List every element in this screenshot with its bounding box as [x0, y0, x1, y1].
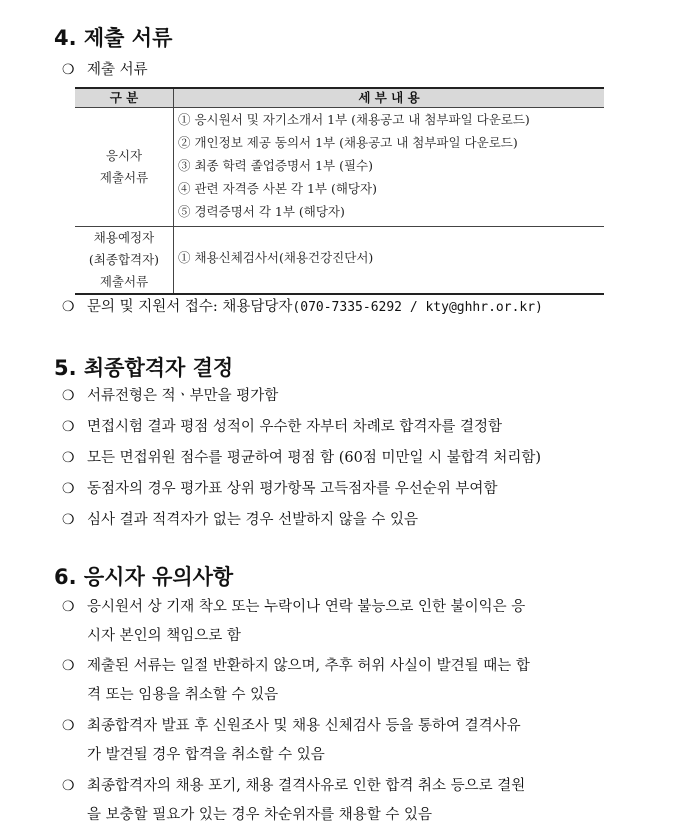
circle-bullet-icon: ❍: [62, 299, 75, 315]
category-finalist-line3: 제출서류: [99, 274, 149, 289]
bullet-text: 모든 면접위원 점수를 평균하여 평점 함 (60점 미만일 시 불합격 처리함): [87, 450, 542, 466]
bullet-text: 심사 결과 적격자가 없는 경우 선발하지 않을 수 있음: [87, 512, 419, 528]
circle-bullet-icon: ❍: [62, 718, 75, 734]
bullet-text-line1: 응시원서 상 기재 착오 또는 누락이나 연락 불능으로 인한 불이익은 응: [87, 599, 526, 615]
bullet-text-line2: 시자 본인의 책임으로 함: [87, 628, 241, 644]
documents-table: [75, 87, 604, 295]
finalist-item-1: ① 채용신체검사서(채용건강진단서): [178, 250, 374, 265]
bullet-text-line1: 제출된 서류는 일절 반환하지 않으며, 추후 허위 사실이 발견될 때는 합: [87, 658, 530, 674]
category-finalist-line1: 채용예정자: [93, 230, 155, 245]
category-applicant-line1: 응시자: [105, 148, 143, 163]
header-category: 구 분: [75, 89, 174, 107]
category-finalist-line2: (최종합격자): [88, 252, 160, 267]
bullet-text-line2: 가 발견될 경우 합격을 취소할 수 있음: [87, 747, 325, 763]
bullet-text: 면접시험 결과 평점 성적이 우수한 자부터 차례로 합격자를 결정함: [87, 419, 503, 435]
bullet-text: 동점자의 경우 평가표 상위 평가항목 고득점자를 우선순위 부여함: [87, 481, 498, 497]
bullet-text: 서류전형은 적ㆍ부만을 평가함: [87, 388, 279, 404]
header-detail: 세 부 내 용: [358, 90, 420, 105]
category-applicant: [75, 145, 173, 189]
table-header-row: [75, 89, 604, 108]
category-finalist: [75, 227, 173, 293]
circle-bullet-icon: ❍: [62, 450, 75, 466]
circle-bullet-icon: ❍: [62, 481, 75, 497]
section-5-title: 5. 최종합격자 결정: [54, 356, 234, 380]
applicant-item-5: ⑤ 경력증명서 각 1부 (해당자): [178, 204, 345, 219]
applicant-item-4: ④ 관련 자격증 사본 각 1부 (해당자): [178, 181, 377, 196]
table-column-divider: [173, 107, 174, 293]
bullet-text: 제출 서류: [87, 62, 148, 78]
circle-bullet-icon: ❍: [62, 658, 75, 674]
category-applicant-line2: 제출서류: [99, 170, 149, 185]
circle-bullet-icon: ❍: [62, 419, 75, 435]
circle-bullet-icon: ❍: [62, 388, 75, 404]
bullet-text-line1: 최종합격자의 채용 포기, 채용 결격사유로 인한 합격 취소 등으로 결원: [87, 778, 526, 794]
applicant-item-1: ① 응시원서 및 자기소개서 1부 (채용공고 내 첨부파일 다운로드): [178, 112, 530, 127]
circle-bullet-icon: ❍: [62, 599, 75, 615]
section-4-title: 4. 제출 서류: [54, 26, 173, 50]
contact-detail: (070-7335-6292 / kty@ghhr.or.kr): [292, 300, 543, 315]
bullet-text-line1: 최종합격자 발표 후 신원조사 및 채용 신체검사 등을 통하여 결격사유: [87, 718, 521, 734]
contact-label: 문의 및 지원서 접수: 채용담당자: [87, 299, 293, 315]
bullet-text-line2: 을 보충할 필요가 있는 경우 차순위자를 채용할 수 있음: [87, 807, 433, 823]
applicant-item-3: ③ 최종 학력 졸업증명서 1부 (필수): [178, 158, 373, 173]
bullet-text-line2: 격 또는 임용을 취소할 수 있음: [87, 687, 279, 703]
circle-bullet-icon: ❍: [62, 778, 75, 794]
circle-bullet-icon: ❍: [62, 62, 75, 78]
bullet-text: [87, 298, 543, 317]
section-6-title: 6. 응시자 유의사항: [54, 565, 234, 589]
applicant-item-2: ② 개인정보 제공 동의서 1부 (채용공고 내 첨부파일 다운로드): [178, 135, 518, 150]
circle-bullet-icon: ❍: [62, 512, 75, 528]
